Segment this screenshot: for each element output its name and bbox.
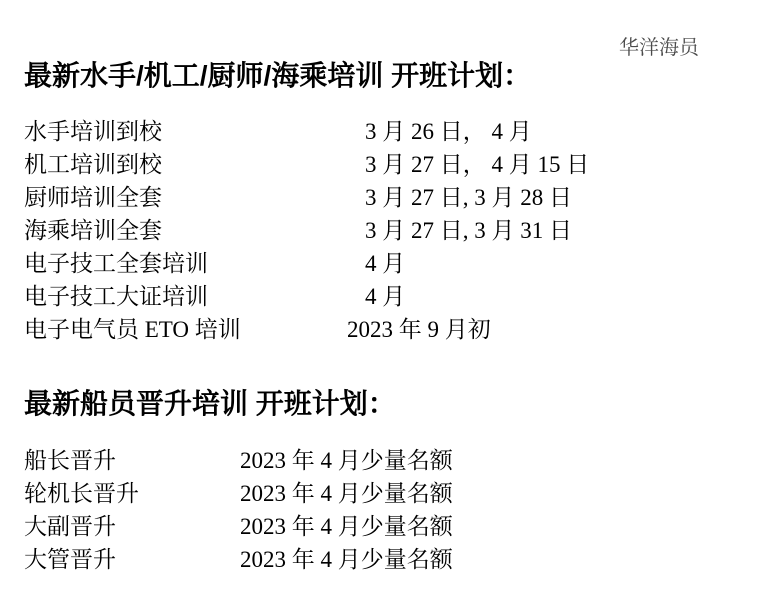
course-date: 3 月 27 日, 3 月 28 日 <box>365 185 572 210</box>
course-label: 机工培训到校 <box>24 152 162 177</box>
course-label: 电子电气员 ETO 培训 <box>24 317 241 342</box>
schedule-row <box>24 115 589 148</box>
schedule-row <box>24 181 589 214</box>
course-label: 轮机长晋升 <box>24 481 139 506</box>
section1-schedule-list <box>24 115 589 346</box>
course-label: 厨师培训全套 <box>24 185 162 210</box>
schedule-row <box>24 247 589 280</box>
course-label: 电子技工大证培训 <box>24 284 208 309</box>
course-label: 海乘培训全套 <box>24 218 162 243</box>
course-date: 2023 年 9 月初 <box>347 317 491 342</box>
course-label: 大管晋升 <box>24 547 116 572</box>
course-label: 水手培训到校 <box>24 119 162 144</box>
course-label: 大副晋升 <box>24 514 116 539</box>
course-date: 2023 年 4 月少量名额 <box>240 481 453 506</box>
course-label: 电子技工全套培训 <box>24 251 208 276</box>
schedule-row <box>24 313 589 346</box>
course-date: 2023 年 4 月少量名额 <box>240 514 453 539</box>
schedule-row <box>24 280 589 313</box>
schedule-row <box>24 510 453 543</box>
course-date: 2023 年 4 月少量名额 <box>240 547 453 572</box>
course-label: 船长晋升 <box>24 448 116 473</box>
course-date: 4 月 <box>365 251 406 276</box>
schedule-row <box>24 543 453 576</box>
course-date: 3 月 27 日, 3 月 31 日 <box>365 218 572 243</box>
course-date: 2023 年 4 月少量名额 <box>240 448 453 473</box>
schedule-row <box>24 444 453 477</box>
course-date: 3 月 27 日， 4 月 15 日 <box>365 152 590 177</box>
course-date: 3 月 26 日， 4 月 <box>365 119 532 144</box>
schedule-row <box>24 148 589 181</box>
section1-heading: 最新水手/机工/厨师/海乘培训 开班计划： <box>24 60 532 91</box>
section2-schedule-list <box>24 444 453 576</box>
schedule-row <box>24 477 453 510</box>
brand-label: 华洋海员 <box>619 37 699 59</box>
section2-heading: 最新船员晋升培训 开班计划： <box>24 388 396 419</box>
course-date: 4 月 <box>365 284 406 309</box>
schedule-row <box>24 214 589 247</box>
